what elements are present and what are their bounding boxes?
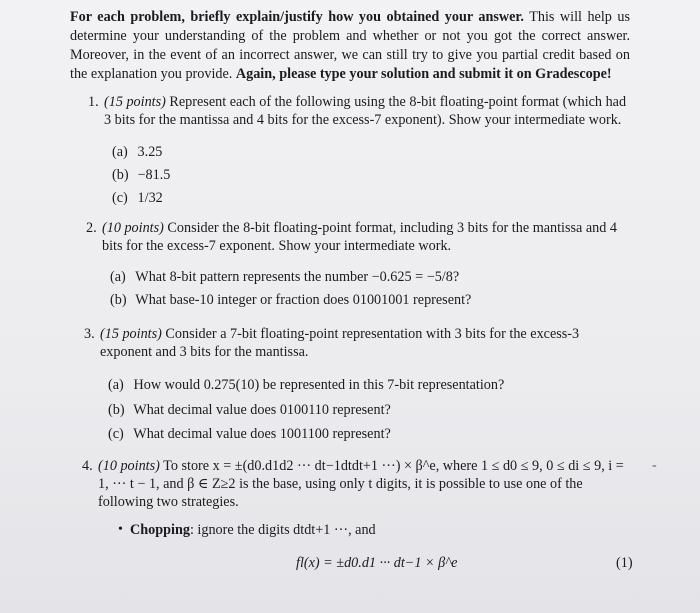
problem-3 — [84, 325, 632, 361]
problem-3-part-a — [108, 376, 504, 394]
problem-1-part-c — [112, 189, 163, 207]
part-label: (c) — [112, 190, 128, 206]
instructions-bold-lead: For each problem, briefly explain/justify how you obtained your answer. — [70, 9, 524, 25]
part-label: (a) — [110, 269, 126, 285]
bullet-dot-icon: • — [118, 522, 123, 537]
instructions-bold-tail: Again, please type your solution and submit it on Gradescope! — [235, 66, 612, 82]
margin-mark: - — [652, 458, 657, 473]
problem-2-part-b — [110, 291, 471, 309]
part-label: (b) — [108, 402, 125, 418]
equation-number: (1) — [616, 555, 633, 571]
problem-1-part-b — [112, 166, 170, 184]
part-text: 1/32 — [137, 190, 163, 206]
problem-1-part-a — [112, 143, 162, 161]
part-text: What base-10 integer or fraction does 01001001 represent? — [135, 292, 472, 308]
problem-3-number: 3. — [84, 326, 95, 342]
problem-1-text: Represent each of the following using the 8-bit floating-point format (which had 3 bits for the mantissa and 4 bits for the excess-7 exponent). Show your intermediate work. — [104, 94, 627, 128]
problem-4-points: (10 points) — [98, 458, 160, 474]
chopping-text: : ignore the digits dtdt+1 ···, and — [189, 522, 376, 538]
part-label: (b) — [112, 167, 129, 183]
problem-3-part-b — [108, 401, 391, 419]
part-label: (a) — [112, 144, 128, 160]
part-text: What decimal value does 1001100 represent? — [133, 426, 391, 442]
instructions-paragraph — [70, 8, 630, 84]
problem-1-number: 1. — [88, 94, 99, 110]
part-text: What decimal value does 0100110 represent? — [133, 402, 391, 418]
part-text: How would 0.275(10) be represented in this 7-bit representation? — [133, 377, 505, 393]
chopping-bullet — [130, 521, 376, 539]
problem-3-text: Consider a 7-bit floating-point representation with 3 bits for the excess-3 exponent and 3 bits for the mantissa. — [100, 326, 580, 360]
part-text: 3.25 — [137, 144, 163, 160]
problem-2-text: Consider the 8-bit floating-point format, including 3 bits for the mantissa and 4 bits for the excess-7 exponent. Show your intermediate work. — [102, 220, 618, 254]
problem-1-points: (15 points) — [104, 94, 166, 110]
problem-4-number: 4. — [82, 458, 93, 474]
part-text: What 8-bit pattern represents the number −0.625 = −5/8? — [135, 269, 460, 285]
instructions-text: This will help us determine your understanding of the problem and whether or not you got the correct answer. Moreover, in the event of an incorrect answer, we can still try to give you partial credit based on the explanation you provide. — [70, 9, 630, 82]
problem-2 — [86, 219, 630, 255]
problem-1 — [88, 93, 629, 129]
problem-4-text: To store x = ±(d0.d1d2 ··· dt−1dtdt+1 ···) × β^e, where 1 ≤ d0 ≤ 9, 0 ≤ di ≤ 9, i = 1, ··· t − 1, and β ∈ Z≥2 is the base, using only t digits, it is possible to use one of the following two strategies. — [98, 458, 624, 510]
part-label: (b) — [110, 292, 127, 308]
equation-1 — [296, 555, 457, 572]
problem-2-part-a — [110, 268, 459, 286]
chopping-label: Chopping — [130, 522, 190, 538]
part-label: (c) — [108, 426, 124, 442]
problem-2-number: 2. — [86, 220, 97, 236]
problem-3-points: (15 points) — [100, 326, 162, 342]
problem-3-part-c — [108, 425, 391, 443]
part-label: (a) — [108, 377, 124, 393]
equation-text: fl(x) = ±d0.d1 ··· dt−1 × β^e — [296, 555, 458, 571]
problem-2-points: (10 points) — [102, 220, 164, 236]
part-text: −81.5 — [137, 167, 171, 183]
problem-4 — [82, 457, 634, 511]
